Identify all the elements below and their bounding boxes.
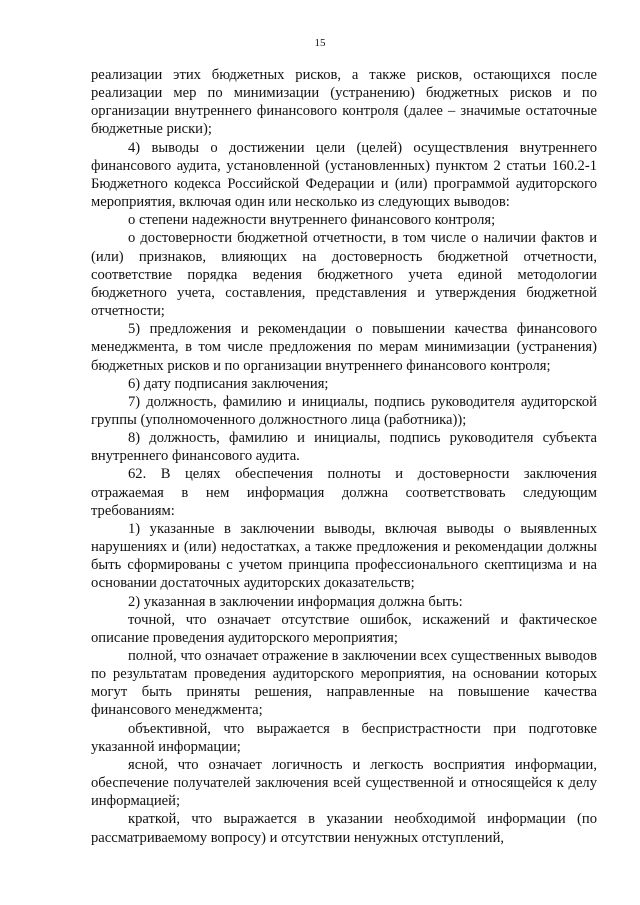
paragraph: краткой, что выражается в указании необходимой информации (по рассматриваемому вопросу) и отсутствии ненужных отступлений, — [91, 811, 597, 846]
paragraph: о достоверности бюджетной отчетности, в том числе о наличии фактов и (или) признаков, влияющих на достоверность бюджетной отчетности, соответствие порядка ведения бюджетного учета единой методологии бюджетного учета, составления, представления и утверждения бюджетной отчетности; — [91, 230, 597, 320]
paragraph: 4) выводы о достижении цели (целей) осуществления внутреннего финансового аудита, установленной (установленных) пунктом 2 статьи 160.2-1 Бюджетного кодекса Российской Федерации и (или) программой аудиторского мероприятия, включая один или несколько из следующих выводов: — [91, 139, 597, 211]
paragraph: полной, что означает отражение в заключении всех существенных выводов по результатам проведения аудиторского мероприятия, на основании которых могут быть приняты решения, направленные на повышение качества финансового менеджмента; — [91, 648, 597, 719]
paragraph: 8) должность, фамилию и инициалы, подпись руководителя субъекта внутреннего финансового аудита. — [91, 430, 597, 465]
paragraph: реализации этих бюджетных рисков, а также рисков, остающихся после реализации мер по минимизации (устранению) бюджетных рисков и по организации внутреннего финансового контроля (далее – значимые остаточные бюджетные риски); — [91, 67, 597, 138]
paragraph: 1) указанные в заключении выводы, включая выводы о выявленных нарушениях и (или) недостатках, а также предложения и рекомендации должны быть сформированы с учетом принципа профессионального скептицизма и на основании достаточных аудиторских доказательств; — [91, 520, 597, 592]
page-number: 15 — [314, 37, 326, 49]
document-body — [91, 66, 597, 847]
paragraph: точной, что означает отсутствие ошибок, искажений и фактическое описание проведения аудиторского мероприятия; — [91, 611, 597, 646]
paragraph: о степени надежности внутреннего финансового контроля; — [128, 212, 496, 229]
paragraph: 6) дату подписания заключения; — [128, 375, 329, 392]
paragraph: 62. В целях обеспечения полноты и достоверности заключения отражаемая в нем информация должна соответствовать следующим требованиям: — [91, 466, 597, 519]
paragraph: 7) должность, фамилию и инициалы, подпись руководителя аудиторской группы (уполномоченного должностного лица (работника)); — [91, 393, 597, 428]
paragraph: 2) указанная в заключении информация должна быть: — [128, 593, 463, 610]
paragraph: объективной, что выражается в беспристрастности при подготовке указанной информации; — [91, 720, 597, 755]
paragraph: ясной, что означает логичность и легкость восприятия информации, обеспечение получателей заключения всей существенной и относящейся к делу информацией; — [91, 756, 597, 810]
paragraph: 5) предложения и рекомендации о повышении качества финансового менеджмента, в том числе предложения по мерам минимизации (устранения) бюджетных рисков и по организации внутреннего финансового контроля; — [91, 321, 597, 374]
